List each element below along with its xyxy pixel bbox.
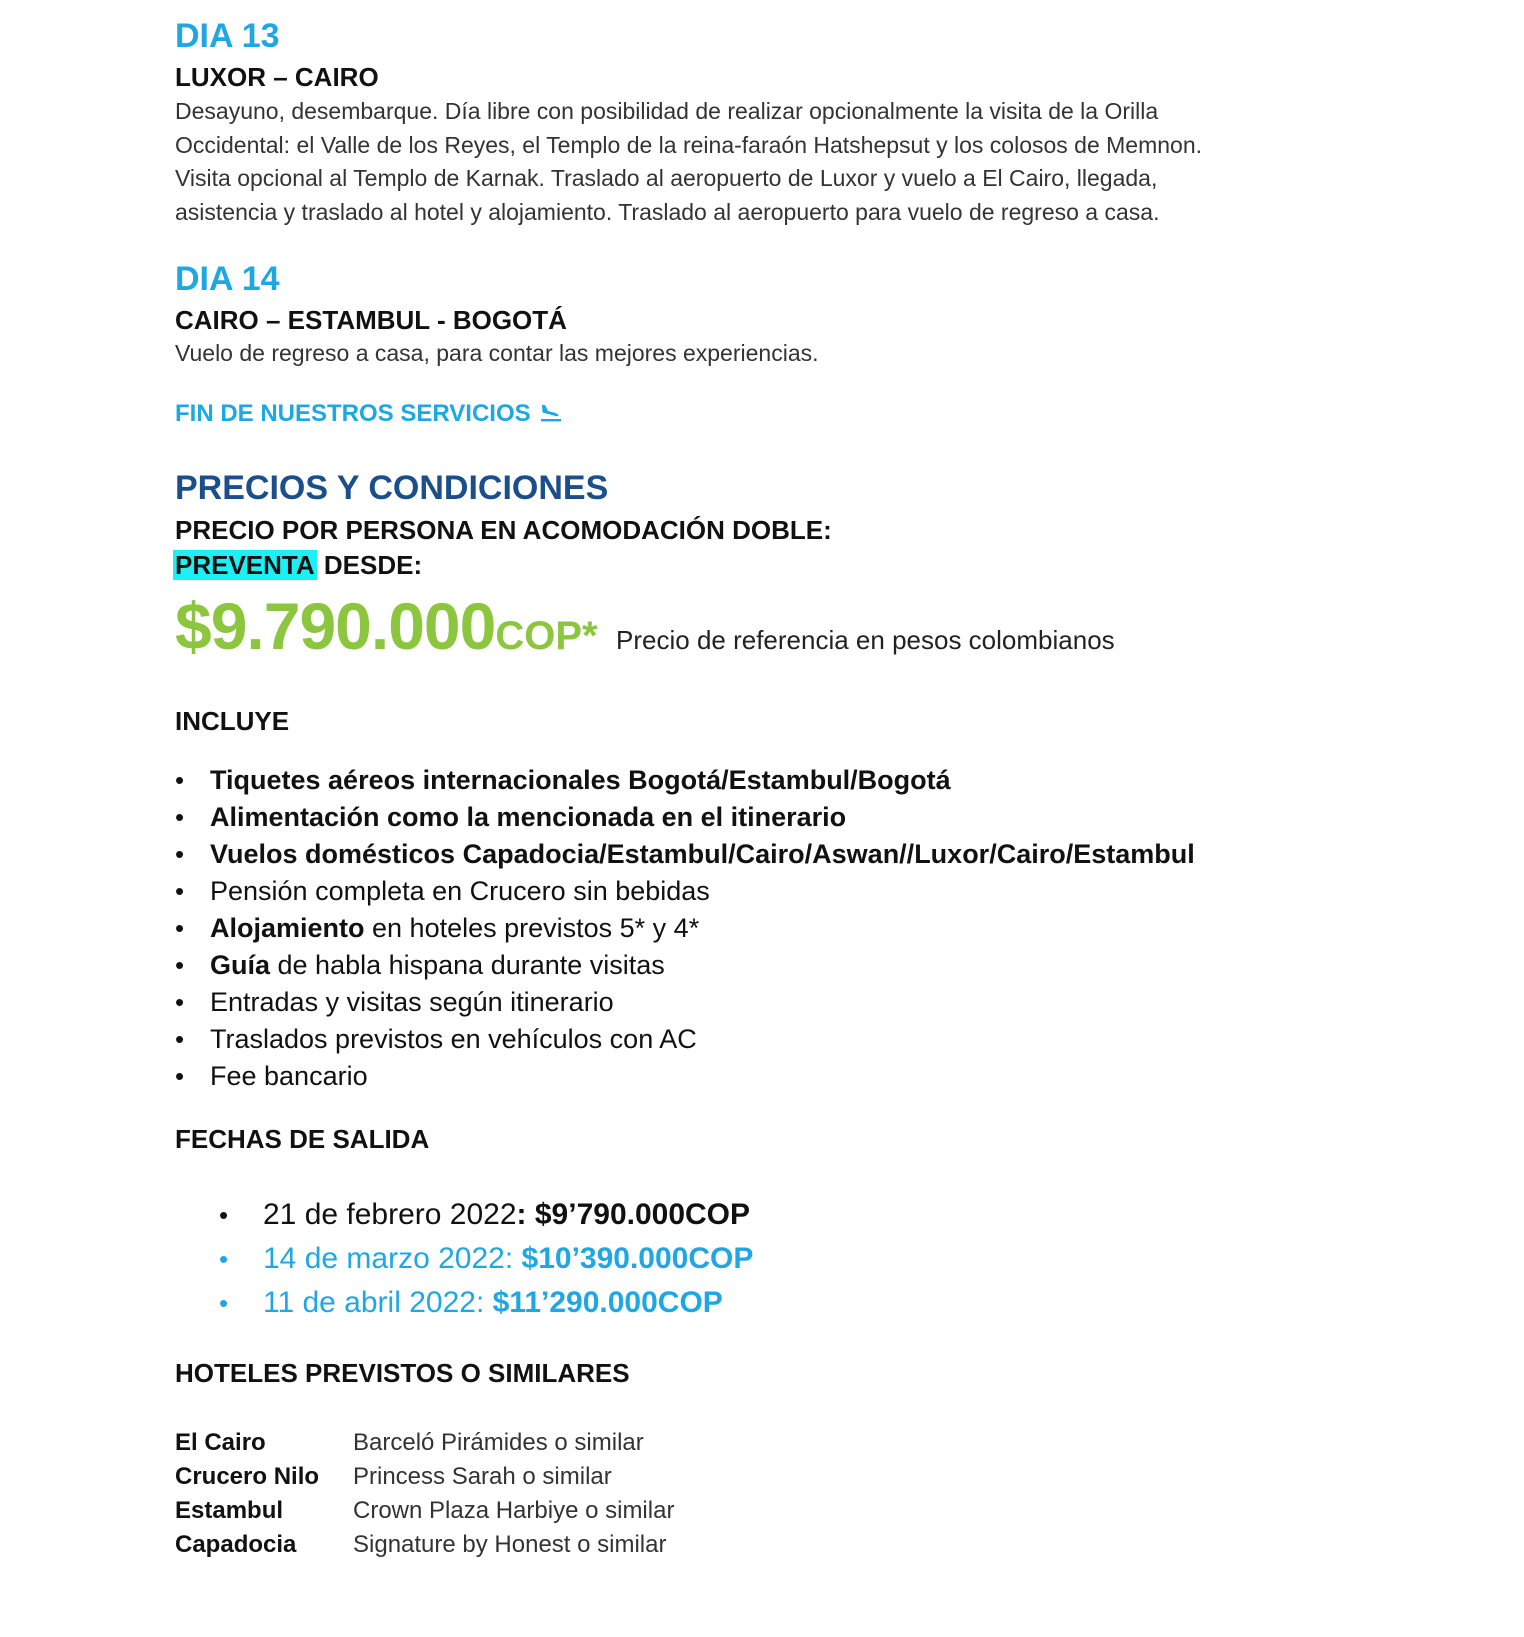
hotels-table (175, 1426, 674, 1562)
list-item: • Fee bancario (175, 1058, 1195, 1095)
departures-list (175, 1193, 753, 1325)
day-14-description: Vuelo de regreso a casa, para contar las mejores experiencias. (175, 340, 819, 366)
price-per-person-label: PRECIO POR PERSONA EN ACOMODACIÓN DOBLE: (175, 515, 832, 545)
day-13-route: LUXOR – CAIRO (175, 62, 379, 92)
departure-item: • 11 de abril 2022: $11’290.000COP (175, 1281, 753, 1325)
day-13-line: Occidental: el Valle de los Reyes, el Templo de la reina-faraón Hatshepsut y los colosos de Memnon. (175, 131, 1203, 158)
day-13-title: DIA 13 (175, 17, 280, 55)
list-item: • Vuelos domésticos Capadocia/Estambul/Cairo/Aswan//Luxor/Cairo/Estambul (175, 836, 1195, 873)
plane-landing-icon (539, 401, 563, 423)
list-item: • Tiquetes aéreos internacionales Bogotá/Estambul/Bogotá (175, 762, 1195, 799)
departure-item: • 14 de marzo 2022: $10’390.000COP (175, 1237, 753, 1281)
list-item: • Alimentación como la mencionada en el itinerario (175, 799, 1195, 836)
hotels-title: HOTELES PREVISTOS O SIMILARES (175, 1358, 630, 1388)
presale-rest: DESDE: (316, 550, 423, 580)
day-13-line: Visita opcional al Templo de Karnak. Traslado al aeropuerto de Luxor y vuelo a El Cairo, llegada, (175, 165, 1158, 191)
departures-title: FECHAS DE SALIDA (175, 1124, 430, 1154)
includes-list (175, 762, 1195, 1095)
includes-title: INCLUYE (175, 706, 290, 736)
table-row: Estambul Crown Plaza Harbiye o similar (175, 1497, 675, 1524)
day-14-title: DIA 14 (175, 260, 280, 298)
presale-highlight: PREVENTA (175, 550, 315, 580)
table-row: El Cairo Barceló Pirámides o similar (175, 1429, 644, 1456)
day-13-line: asistencia y traslado al hotel y alojamiento. Traslado al aeropuerto para vuelo de regreso a casa. (175, 198, 1160, 225)
day-13-description (175, 95, 1202, 229)
price-currency: COP* (495, 614, 598, 658)
price-block (175, 588, 1115, 664)
presale-label (175, 550, 422, 581)
departure-item: • 21 de febrero 2022: $9’790.000COP (175, 1193, 753, 1237)
price-amount: $9.790.000 (175, 589, 496, 663)
list-item: • Traslados previstos en vehículos con AC (175, 1021, 1195, 1058)
price-note: Precio de referencia en pesos colombianos (616, 625, 1115, 655)
day-14-route: CAIRO – ESTAMBUL - BOGOTÁ (175, 305, 567, 335)
end-of-services (175, 400, 563, 428)
day-13-line: Desayuno, desembarque. Día libre con posibilidad de realizar opcionalmente la visita de la Orilla (175, 98, 1159, 124)
list-item: • Alojamiento en hoteles previstos 5* y 4* (175, 910, 1195, 947)
table-row: Capadocia Signature by Honest o similar (175, 1531, 667, 1558)
pricing-title: PRECIOS Y CONDICIONES (175, 469, 609, 507)
end-of-services-label: FIN DE NUESTROS SERVICIOS (175, 400, 531, 427)
list-item: • Guía de habla hispana durante visitas (175, 947, 1195, 984)
list-item: • Pensión completa en Crucero sin bebidas (175, 873, 1195, 910)
list-item: • Entradas y visitas según itinerario (175, 984, 1195, 1021)
table-row: Crucero Nilo Princess Sarah o similar (175, 1463, 612, 1490)
